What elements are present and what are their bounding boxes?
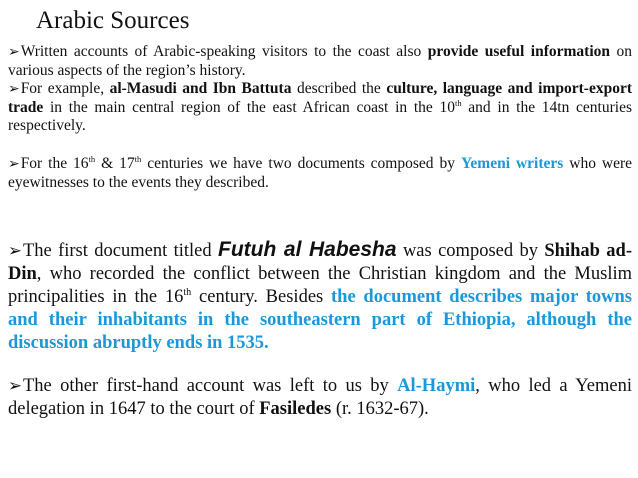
bullet-arrow-icon: ➢: [8, 81, 20, 97]
p2-text-3: in the main central region of the east African coast in the 10: [43, 98, 455, 116]
p4-sup-1: th: [183, 286, 192, 298]
p2-bold-2: culture, language and import-export trade: [8, 80, 632, 116]
slide-title: Arabic Sources: [36, 7, 190, 34]
p3-text-1: For the 16: [20, 155, 89, 172]
document-title-futuh: Futuh al Habesha: [218, 238, 397, 261]
paragraph-3: [8, 155, 632, 192]
p5-text-3: (r. 1632-67).: [331, 399, 429, 419]
p5-text-2: , who led a Yemeni delegation in 1647 to the court of: [8, 376, 632, 419]
bullet-arrow-icon: ➢: [8, 376, 22, 395]
paragraph-2: [8, 80, 632, 136]
p5-highlight-1: Al-Haymi: [397, 376, 476, 396]
p5-bold-1: Fasiledes: [259, 399, 332, 419]
p3-highlight-1: Yemeni writers: [460, 155, 564, 172]
p4-highlight-1: the document describes major towns and their inhabitants in the southeastern part of Ethiopia, although the discussion abruptly ends in 1535.: [8, 287, 632, 353]
p1-text-2: on various aspects of the region’s history.: [8, 43, 632, 79]
bullet-arrow-icon: ➢: [8, 44, 20, 60]
bullet-arrow-icon: ➢: [8, 241, 22, 260]
bullet-arrow-icon: ➢: [8, 156, 20, 172]
paragraph-1: [8, 43, 632, 80]
p2-text-1: For example,: [20, 80, 110, 97]
paragraph-5: [8, 374, 632, 421]
p4-bold-1: Shihab ad-Din: [8, 241, 632, 284]
p4-text-3: , who recorded the conflict between the Christian kingdom and the Muslim principalities in the 16: [8, 264, 632, 307]
p2-sup-1: th: [454, 97, 462, 108]
p2-bold-1: al-Masudi and Ibn Battuta: [109, 80, 292, 97]
paragraph-4: [8, 238, 632, 355]
p5-text-1: The other first-hand account was left to us by: [22, 376, 398, 396]
p4-text-1: The first document titled: [22, 241, 219, 261]
p4-text-4: century. Besides: [191, 287, 331, 307]
p3-text-3: centuries we have two documents composed by: [141, 155, 461, 172]
p2-text-4: and in the 14tn centuries respectively.: [8, 98, 632, 134]
p1-bold-1: provide useful information: [427, 43, 611, 60]
p3-sup-2: th: [134, 154, 142, 165]
p2-text-2: described the: [291, 80, 387, 97]
p3-sup-1: th: [88, 154, 96, 165]
p3-text-2: & 17: [95, 155, 135, 172]
p4-text-2: was composed by: [396, 241, 545, 261]
p1-text-1: Written accounts of Arabic-speaking visitors to the coast also: [20, 43, 428, 60]
p3-text-4: who were eyewitnesses to the events they described.: [8, 155, 633, 191]
